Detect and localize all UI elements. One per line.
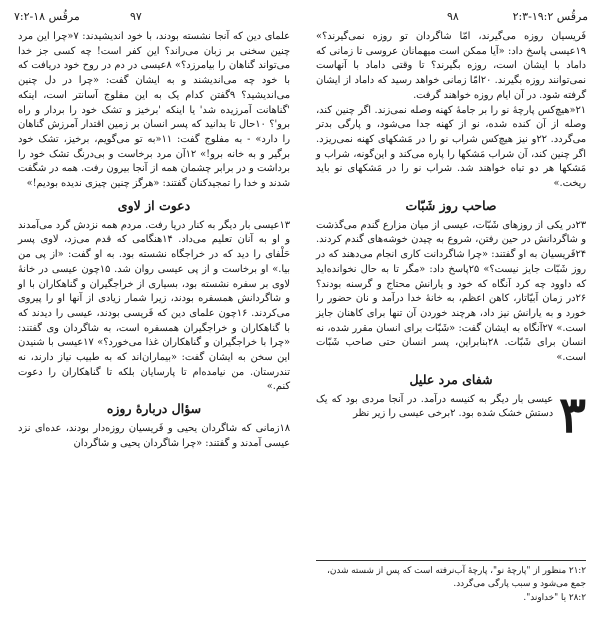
section-heading: دعوت از لاوی xyxy=(117,197,191,213)
section-heading: صاحب روز شَبّات xyxy=(405,197,497,213)
footnote: ۲۱:۲ منظور از "پارچۀ نو"، پارچۀ آب‌نرفته است که پس از شسته شدن، جمع می‌شود و سبب پارگی می‌گردد. xyxy=(327,566,586,589)
paragraph: ۲۱«هیچ‌کس پارچۀ نو را بر جامۀ کهنه وصله نمی‌زند. اگر چنین کند، وصله از آن کنده شده، نو از کهنه جدا می‌شود، و پارگی بدتر می‌گردد. ۲۲و نیز هیچ‌کس شراب نو را در مَشکهای کهنه نمی‌ریزد. اگر چنین کند، آن شراب مَشکها را پاره می‌کند و این‌گونه، شراب و مَشکها هر دو تباه خواهند شد. شراب نو را در مَشکهای نو باید ریخت.» xyxy=(316,104,586,190)
section-heading: شفای مرد علیل xyxy=(409,371,493,387)
left-page-number: ۹۷ xyxy=(130,10,142,23)
right-column xyxy=(316,30,586,444)
paragraph xyxy=(316,384,586,444)
paragraph: فَریسیان روزه می‌گیرند، امّا شاگردان تو روزه نمی‌گیرند؟» ۱۹عیسی پاسخ داد: «آیا ممکن است میهمانان عروسی تا زمانی که داماد با ایشان است، روزه بگیرند؟ تا وقتی داماد با آنهاست نمی‌توانند روزه بگیرند. ۲۰امّا زمانی خواهد رسید که داماد از ایشان گرفته شود. در آن ایام روزه خواهند گرفت. xyxy=(316,31,586,101)
paragraph: ۱۳عیسی بار دیگر به کنار دریا رفت. مردم همه نزدش گرد می‌آمدند و او به آنان تعلیم می‌داد. ۱۴هنگامی که قدم می‌زد، لاوی پسر حَلْفای را دید که در خراجگاه نشسته بود. به او گفت: «از پی من بیا.» او برخاست و از پی عیسی روان شد. ۱۵چون عیسی در خانۀ لاوی بر سفره نشسته بود، بسیاری از خراجگیران و گناهکاران با او و شاگردانش همسفره بودند، زیرا شمار زیادی از آنها او را پیروی می‌کردند. ۱۶چون علمای دین که فَریسی بودند، عیسی را دیدند که با گناهکاران و خراجگیران همسفره است، به شاگردان وی گفتند: «چرا با خراجگیران و گناهکاران غذا می‌خورد؟» ۱۷عیسی با شنیدن این سخن به ایشان گفت: «بیماران‌اند که به طبیب نیاز دارند، نه تندرستان. من نیامده‌ام تا پارسایان بلکه تا گناهکاران را دعوت کنم.» xyxy=(18,219,291,393)
footnote: ۲۸:۲ یا "خداوند". xyxy=(523,593,586,603)
section-heading: سؤال دربارۀ روزه xyxy=(106,401,202,417)
right-page-number: ۹۸ xyxy=(447,10,459,23)
footnote-divider xyxy=(316,560,586,561)
chapter-number: ۳ xyxy=(559,384,586,444)
left-page-reference: مرقُس ۱۸-۷:۲ xyxy=(14,10,80,23)
chapter-text: عیسی بار دیگر به کنیسه درآمد. در آنجا مردی بود که یک دستش خشک شده بود. ۲برخی عیسی را زیر نظر xyxy=(316,393,554,420)
paragraph: ۱۸زمانی که شاگردان یحیی و فَریسیان روزه‌دار بودند، عده‌ای نزد عیسی آمدند و گفتند: «چرا شاگردان یحیی و شاگردان xyxy=(18,423,290,449)
left-column xyxy=(18,30,290,452)
paragraph: علمای دین که آنجا نشسته بودند، با خود اندیشیدند: ۷«چرا این مرد چنین سخنی بر زبان می‌راند؟ این کفر است! چه کسی جز خدا می‌تواند گناهان را بیامرزد؟» ۸عیسی در دم در روح خود دریافت که با خود چه می‌اندیشند و به ایشان گفت: «چرا در دل چنین می‌اندیشید؟ ۹گفتن کدام یک به این مفلوج آسانتر است، اینکه 'گناهانت آمرزیده شد' یا اینکه 'برخیز و تشک خود را بردار و راه برو'؟ ۱۰حال تا بدانید که پسر انسان بر زمین اقتدار آمرزش گناهان را دارد» - به مفلوج گفت: ۱۱«به تو می‌گویم، برخیز، تشک خود برگیر و به خانه برو!» ۱۲آن مرد برخاست و بی‌درنگ تشک خود را برداشت و در برابر چشمان همه از آنجا بیرون رفت. همه در شگفت شدند و خدا را تمجیدکنان گفتند: «هرگز چنین چیزی ندیده بودیم!» xyxy=(18,31,290,190)
right-page-reference: مرقُس ۱۹:۲-۲:۳ xyxy=(512,10,588,23)
paragraph: ۲۳در یکی از روزهای شَبّات، عیسی از میان مزارع گندم می‌گذشت و شاگردانش در حین رفتن، شروع به چیدن خوشه‌های گندم کردند. ۲۴فَریسیان به او گفتند: «چرا شاگردانت کاری انجام می‌دهند که در روز شَبّات جایز نیست؟» ۲۵پاسخ داد: «مگر تا به حال نخوانده‌اید که داوود چه کرد آنگاه که خود و یارانش محتاج و گرسنه بودند؟ ۲۶در زمان اَبیّاتار، کاهن اعظم، به خانۀ خدا درآمد و نان حضور را خورد و به یارانش نیز داد، هرچند خوردن آن تنها برای کاهنان جایز است.» ۲۷آنگاه به ایشان گفت: «شَبّات برای انسان مقرر شده، نه انسان برای شَبّات. ۲۸بنابراین، پسر انسان حتی صاحب شَبّات است.» xyxy=(316,219,586,364)
